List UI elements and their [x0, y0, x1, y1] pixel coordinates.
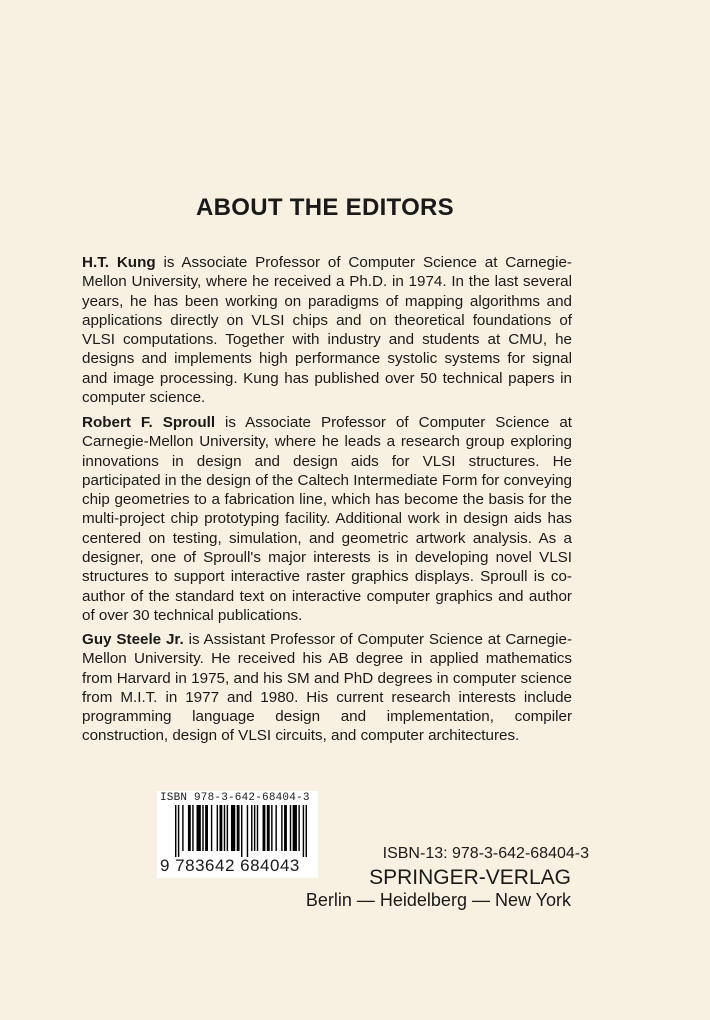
- editor-bio-kung: [82, 253, 572, 407]
- barcode-bar: [231, 805, 235, 851]
- barcode-bar: [303, 805, 304, 857]
- barcode-bar: [257, 805, 258, 851]
- barcode-bar: [271, 805, 272, 851]
- barcode-bar: [224, 805, 225, 851]
- barcode-bar: [197, 805, 201, 851]
- barcode-bar: [247, 805, 248, 857]
- barcode-bar: [192, 805, 193, 851]
- barcode-bar: [298, 805, 299, 851]
- editor-name: H.T. Kung: [82, 254, 156, 271]
- barcode-bar: [205, 805, 208, 851]
- barcode-bar: [275, 805, 276, 851]
- barcode-bar: [178, 805, 179, 857]
- editor-name: Robert F. Sproull: [82, 414, 216, 431]
- barcode-bars: [175, 805, 307, 857]
- barcode-number: 9 783642 684043: [160, 856, 300, 875]
- barcode-bar: [254, 805, 255, 851]
- barcode-bar: [306, 805, 307, 857]
- editor-bio-text: is Associate Professor of Computer Science at Carnegie-Mellon University, where he leads a research group exploring innovations in design and design aids for VLSI structures. He participated in the design of the Caltech Intermediate Form for conveying chip geometries to a fabrication line, which has become the basis for the multi-project chip prototyping facility. Additional work in design aids has centered on testing, simulation, and geometric artwork analysis. As a designer, one of Sproull's major interests is in developing novel VLSI structures to support interactive raster graphics displays. Sproull is co-author of the standard text on interactive computer graphics and author of over 30 technical publications.: [82, 414, 572, 624]
- barcode-bar: [219, 805, 222, 851]
- barcode-bar: [293, 805, 297, 851]
- barcode-bar: [237, 805, 240, 851]
- barcode-bar: [263, 805, 266, 851]
- page-title: ABOUT THE EDITORS: [195, 194, 454, 221]
- editor-bio-text: is Associate Professor of Computer Science at Carnegie-Mellon University, where he received a Ph.D. in 1974. In the last several years, he has been working on paradigms of mapping algorithms and applications directly on VLSI chips and on theoretical foundations of VLSI computations. Together with industry and students at CMU, he designs and implements high performance systolic systems for signal and image processing. Kung has published over 50 technical papers in computer science.: [82, 254, 572, 407]
- isbn13-label: ISBN-13: 978-3-642-68404-3: [382, 845, 589, 862]
- editor-bio-text: is Assistant Professor of Computer Science at Carnegie-Mellon University. He received his AB degree in applied mathematics from Harvard in 1975, and his SM and PhD degrees in computer science from M.I.T. in 1977 and 1980. His current research interests include programming language design and implementation, compiler construction, design of VLSI circuits, and computer architectures.: [82, 631, 573, 745]
- barcode-bar: [188, 805, 191, 851]
- barcode-bar: [217, 805, 218, 851]
- barcode-bar: [211, 805, 212, 851]
- barcode-isbn-text: ISBN 978-3-642-68404-3: [160, 792, 310, 804]
- barcode-bar: [267, 805, 270, 851]
- editor-bio-sproull: [82, 413, 572, 625]
- publisher-cities: Berlin — Heidelberg — New York: [305, 890, 571, 910]
- barcode-bar: [227, 805, 228, 851]
- barcode-bar: [290, 805, 291, 851]
- barcode-bar: [202, 805, 203, 851]
- barcode-bar: [284, 805, 287, 851]
- barcode-bar: [182, 805, 183, 851]
- barcode-bar: [241, 805, 242, 857]
- barcode-bar: [281, 805, 282, 851]
- publisher-name: SPRINGER-VERLAG: [369, 866, 571, 889]
- editor-name: Guy Steele Jr.: [82, 631, 184, 648]
- isbn-barcode: [157, 791, 318, 878]
- barcode-bar: [175, 805, 176, 857]
- editor-bio-steele: [82, 630, 572, 746]
- barcode-bar: [251, 805, 252, 851]
